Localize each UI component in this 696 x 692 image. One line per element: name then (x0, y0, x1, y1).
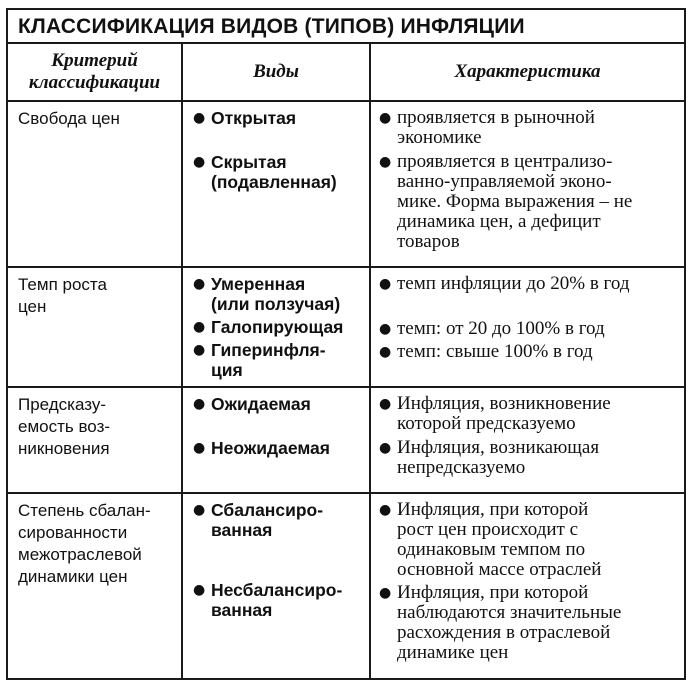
type-item (193, 500, 365, 540)
bullet-icon: ● (193, 276, 206, 292)
type-item (193, 340, 365, 380)
type-item (193, 274, 365, 314)
type-item (193, 394, 365, 414)
criterion-text: Степень сбалан- сированности межотраслевой динамики цен (18, 501, 151, 586)
header-criterion-text: Критерий классификации (28, 50, 161, 93)
table-row (8, 494, 684, 680)
characteristic-text: темп инфляции до 20% в год (397, 273, 630, 294)
characteristics-cell (371, 102, 684, 266)
table-row (8, 388, 684, 494)
inflation-classification-table (6, 8, 686, 680)
characteristic-text: Инфляция, возникновение которой предсказуемо (397, 393, 611, 434)
criterion-cell (8, 494, 183, 680)
characteristic-text: проявляется в централизо- ванно-управляемой эконо- мике. Форма выражения – не динамика цен, а дефицит товаров (397, 151, 633, 252)
type-item (193, 108, 365, 128)
type-item (193, 580, 365, 620)
characteristics-cell (371, 494, 684, 680)
types-cell (183, 102, 371, 266)
type-text: Сбалансиро- ванная (211, 500, 324, 540)
type-item (193, 438, 365, 458)
criterion-text: Предсказу- емость воз- никновения (18, 395, 111, 458)
bullet-icon: ● (193, 110, 206, 126)
bullet-icon: ● (379, 154, 392, 170)
header-criterion (8, 44, 183, 100)
types-cell (183, 494, 371, 680)
table-row (8, 268, 684, 388)
characteristic-item (379, 342, 680, 362)
bullet-icon: ● (379, 110, 392, 126)
characteristic-text: Инфляция, возникающая непредсказуемо (397, 437, 600, 478)
bullet-icon: ● (193, 154, 206, 170)
types-cell (183, 268, 371, 386)
type-text: Галопирующая (211, 317, 344, 337)
bullet-icon: ● (379, 585, 392, 601)
bullet-icon: ● (379, 344, 392, 360)
bullet-icon: ● (193, 502, 206, 518)
criterion-text: Свобода цен (18, 109, 120, 128)
characteristic-item (379, 438, 680, 478)
type-text: Умеренная (или ползучая) (211, 274, 341, 314)
characteristic-item (379, 108, 680, 148)
characteristic-item (379, 152, 680, 252)
type-text: Ожидаемая (211, 394, 311, 414)
criterion-text: Темп роста цен (18, 275, 107, 316)
header-characteristic-text: Характеристика (454, 61, 601, 82)
bullet-icon: ● (193, 396, 206, 412)
characteristic-item (379, 274, 680, 294)
characteristic-item (379, 500, 680, 580)
type-text: Гиперинфля- ция (211, 340, 326, 380)
type-text: Неожидаемая (211, 438, 330, 458)
table-title: КЛАССИФИКАЦИЯ ВИДОВ (ТИПОВ) ИНФЛЯЦИИ (8, 10, 684, 44)
header-characteristic (371, 44, 684, 100)
bullet-icon: ● (193, 342, 206, 358)
header-row (8, 44, 684, 102)
bullet-icon: ● (379, 276, 392, 292)
characteristic-text: Инфляция, при которой наблюдаются значительные расхождения в отраслевой динамике цен (397, 582, 622, 663)
bullet-icon: ● (379, 440, 392, 456)
characteristic-text: темп: от 20 до 100% в год (397, 318, 605, 339)
bullet-icon: ● (379, 321, 392, 337)
type-text: Несбалансиро- ванная (211, 580, 343, 620)
bullet-icon: ● (193, 319, 206, 335)
criterion-cell (8, 388, 183, 492)
type-item (193, 317, 365, 337)
characteristic-text: проявляется в рыночной экономике (397, 107, 595, 148)
characteristic-item (379, 394, 680, 434)
criterion-cell (8, 268, 183, 386)
characteristics-cell (371, 268, 684, 386)
table-row (8, 102, 684, 268)
types-cell (183, 388, 371, 492)
bullet-icon: ● (193, 440, 206, 456)
bullet-icon: ● (379, 396, 392, 412)
bullet-icon: ● (193, 582, 206, 598)
criterion-cell (8, 102, 183, 266)
type-text: Открытая (211, 108, 297, 128)
bullet-icon: ● (379, 502, 392, 518)
type-item (193, 152, 365, 192)
header-types-text: Виды (253, 61, 299, 82)
type-text: Скрытая (подавленная) (211, 152, 337, 192)
characteristic-text: Инфляция, при которой рост цен происходит с одинаковым темпом по основной массе отраслей (397, 499, 602, 580)
characteristic-item (379, 319, 680, 339)
characteristic-text: темп: свыше 100% в год (397, 341, 593, 362)
characteristic-item (379, 583, 680, 663)
header-types (183, 44, 371, 100)
characteristics-cell (371, 388, 684, 492)
